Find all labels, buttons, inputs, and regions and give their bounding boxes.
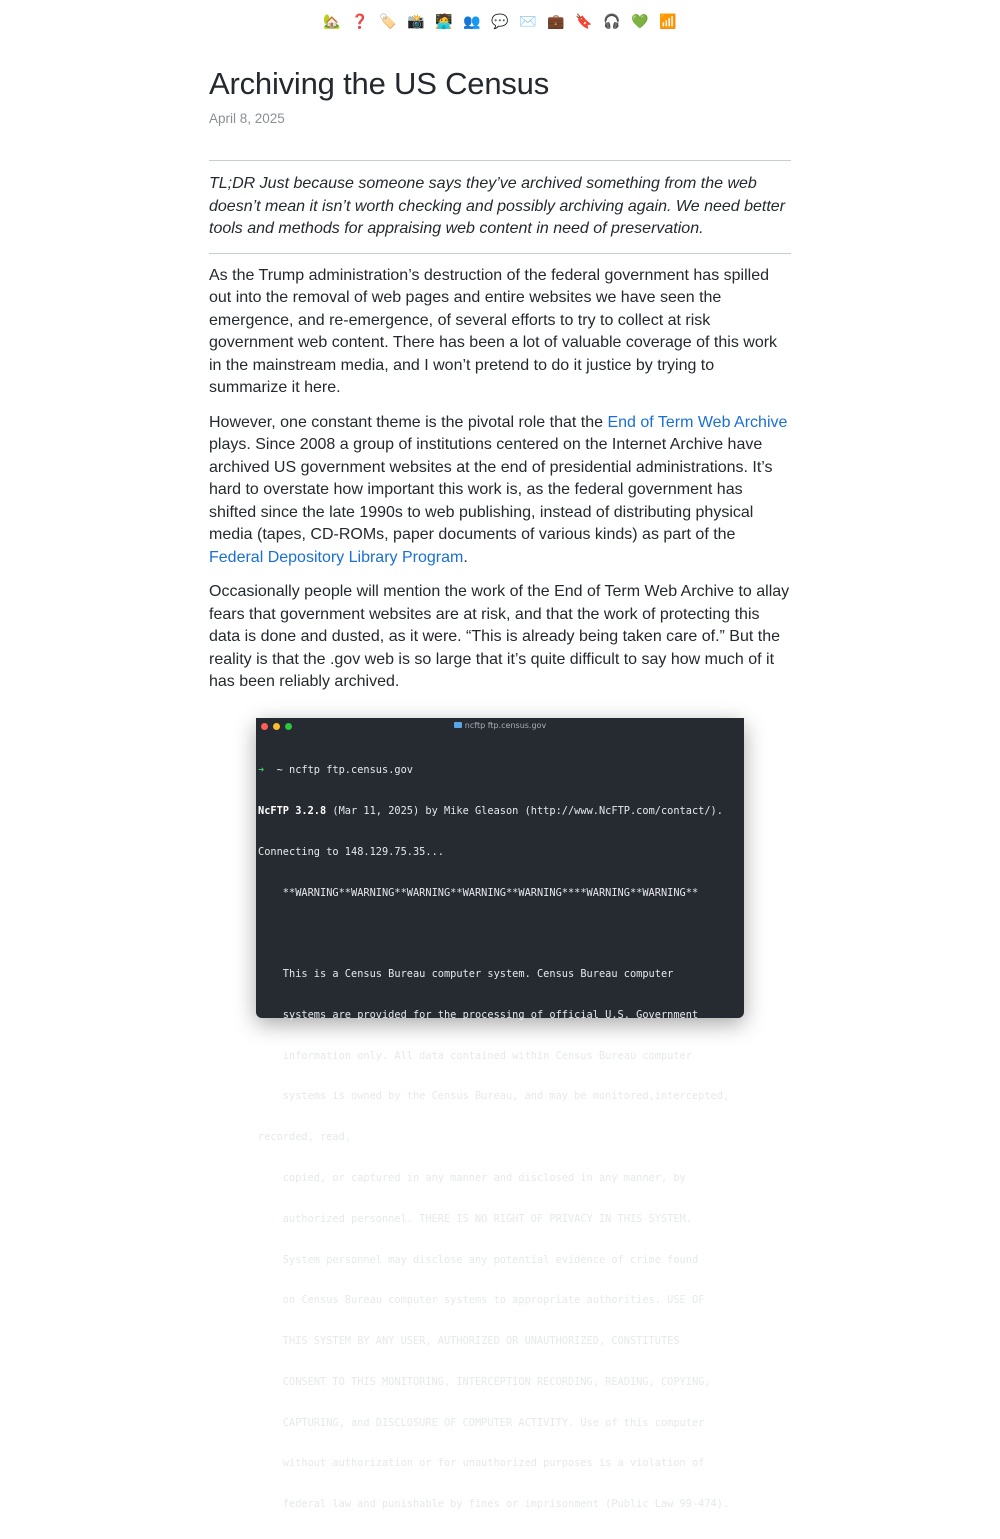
terminal-title-text: ncftp ftp.census.gov [464, 721, 547, 730]
terminal-command: ~ ncftp ftp.census.gov [264, 764, 413, 777]
post-date: April 8, 2025 [209, 111, 285, 126]
terminal-line: **WARNING**WARNING**WARNING**WARNING**WARNING****WARNING**WARNING** [258, 886, 699, 899]
paragraph-1: As the Trump administration’s destruction of the federal government has spilled out into the removal of web pages and entire websites we have seen the emergence, and re-emergence, of several efforts to try to collect at risk government web content. There has been a lot of valuable coverage of this work in the mainstream media, and I won’t pretend to do it justice by trying to summarize it here. [209, 266, 778, 396]
top-nav [0, 10, 1000, 34]
rss-icon[interactable]: 📶 [659, 14, 677, 30]
fdlp-link[interactable]: Federal Depository Library Program [209, 548, 464, 566]
terminal-line: on Census Bureau computer systems to appropriate authorities. USE OF [258, 1294, 705, 1307]
computer-icon[interactable]: 🧑‍💻 [435, 14, 453, 30]
terminal-line: System personnel may disclose any potential evidence of crime found [258, 1253, 699, 1266]
work-icon[interactable]: 💼 [547, 14, 565, 30]
terminal-line: Connecting to 148.129.75.35... [258, 845, 444, 858]
terminal-line: information only. All data contained within Census Bureau computer [258, 1049, 692, 1062]
terminal-line: systems are provided for the processing of official U.S. Government [258, 1008, 699, 1021]
tldr-summary: TL;DR Just because someone says they’ve archived something from the web doesn’t mean it isn’t worth checking and possibly archiving again. We need better tools and methods for appraising web content in need of preservation. [209, 160, 791, 254]
paragraph-2-text-b: plays. Since 2008 a group of institutions centered on the Internet Archive have archived US government websites at the end of presidential administrations. It’s hard to overstate how important this work is, as the federal government has shifted since the late 1990s to web publishing, instead of distributing physical media (tapes, CD-ROMs, paper documents of various kinds) as part of the [209, 436, 773, 543]
folder-icon [454, 722, 462, 728]
terminal-line: CAPTURING, and DISCLOSURE OF COMPUTER ACTIVITY. Use of this computer [258, 1416, 705, 1429]
heart-icon[interactable]: 💚 [631, 14, 649, 30]
terminal-banner-name: NcFTP 3.2.8 [258, 804, 327, 817]
about-icon[interactable]: ❓ [351, 14, 369, 30]
paragraph-2 [209, 412, 791, 570]
home-icon[interactable]: 🏡 [323, 14, 341, 30]
terminal-titlebar [256, 718, 744, 734]
paragraph-3: Occasionally people will mention the work of the End of Term Web Archive to allay fears that government websites are at risk, and that the work of protecting this data is done and dusted, as it were. “This is already being taken care of.” But the reality is that the .gov web is so large that it’s quite difficult to say how much of it has been reliably archived. [209, 583, 790, 690]
terminal-line [258, 927, 744, 941]
comments-icon[interactable]: 💬 [491, 14, 509, 30]
terminal-screenshot [256, 718, 744, 1511]
page-title: Archiving the US Census [209, 66, 550, 101]
paragraph-2-text-c: . [463, 548, 468, 566]
terminal-title [256, 721, 744, 730]
prompt-arrow-icon: ➜ [258, 764, 265, 777]
bookmark-icon[interactable]: 🔖 [575, 14, 593, 30]
photos-icon[interactable]: 📸 [407, 14, 425, 30]
terminal-line: without authorization or for unauthorized purposes is a violation of [258, 1457, 705, 1470]
terminal-command-line [258, 764, 744, 778]
terminal-banner-line [258, 805, 744, 819]
email-icon[interactable]: ✉️ [519, 14, 537, 30]
terminal-line: federal law and punishable by fines or imprisonment (Public Law 99-474). [258, 1498, 730, 1511]
terminal-banner-rest: (Mar 11, 2025) by Mike Gleason (http://www.NcFTP.com/contact/). [326, 804, 723, 817]
terminal-line: copied, or captured in any manner and disclosed in any manner, by [258, 1172, 686, 1184]
terminal-line: recorded, read, [258, 1131, 351, 1144]
terminal-line: THIS SYSTEM BY ANY USER, AUTHORIZED OR UNAUTHORIZED, CONSTITUTES [258, 1335, 680, 1348]
terminal-output [256, 734, 744, 1539]
end-of-term-archive-link[interactable]: End of Term Web Archive [607, 413, 788, 431]
headphones-icon[interactable]: 🎧 [603, 14, 621, 30]
terminal-line: CONSENT TO THIS MONITORING, INTERCEPTION RECORDING, READING, COPYING, [258, 1375, 711, 1388]
terminal-line: This is a Census Bureau computer system. Census Bureau computer [258, 968, 674, 981]
tags-icon[interactable]: 🏷️ [379, 14, 397, 30]
paragraph-2-text-a: However, one constant theme is the pivotal role that the [209, 413, 608, 431]
terminal-line: systems is owned by the Census Bureau, and may be monitored,intercepted, [258, 1090, 730, 1103]
post-body [209, 265, 791, 694]
article [209, 62, 791, 694]
terminal-line: authorized personnel. THERE IS NO RIGHT OF PRIVACY IN THIS SYSTEM. [258, 1212, 692, 1225]
people-icon[interactable]: 👥 [463, 14, 481, 30]
